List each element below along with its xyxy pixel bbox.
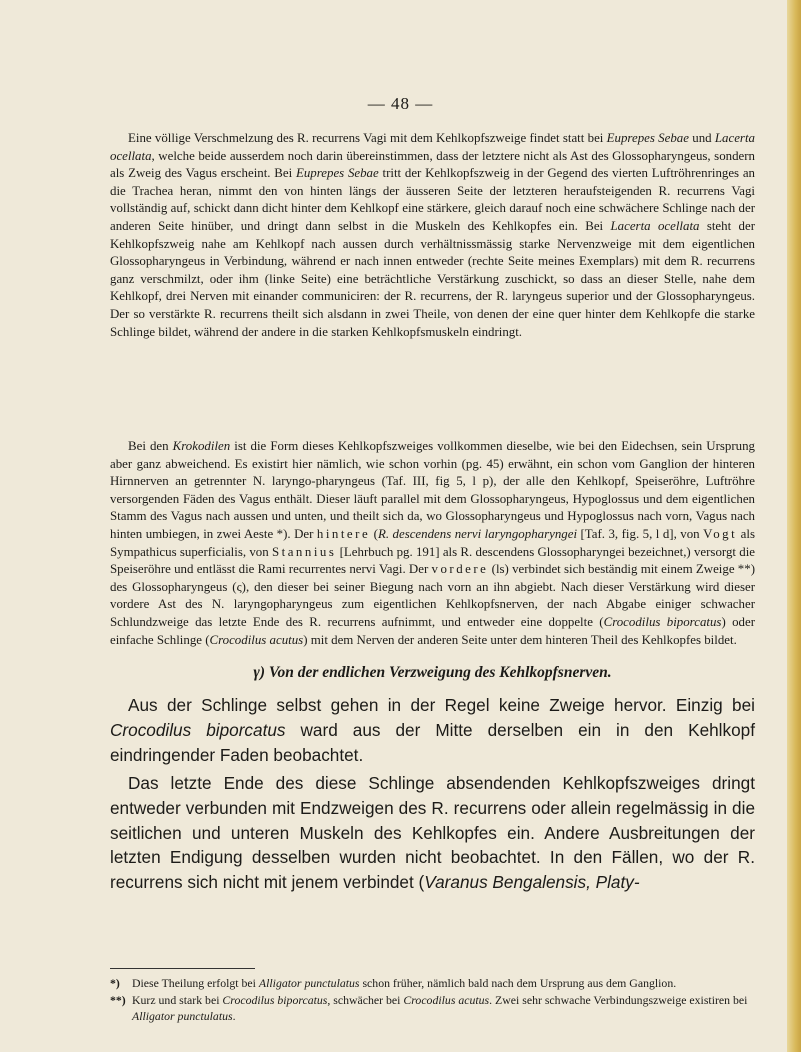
paragraph-krokodile [110,438,755,649]
species-name: Varanus Bengalensis, Platy- [424,872,640,893]
author-name: Vogt [703,526,738,541]
footnote-marker: **) [110,992,126,1007]
text-run: [Lehrbuch pg. 191] als R. descendens Glossopharyngei bezeichnet,) versorgt die Speiseröhre und entlässt die Rami recurrentes nervi Vagi. Der [110,544,755,577]
text-run: ( [370,526,378,541]
species-name: Crocodilus acutus [209,632,304,647]
text-run: . Zwei sehr schwache Verbindungszweige existiren bei [489,992,748,1007]
text-run: (ls) verbindet sich beständig mit einem Zweige **) des Glossopharyngeus (ς), den dieser bei seiner Biegung nach vorn an ihn abgiebt. Nach dieser Verstärkung wird dieser vordere Ast des N. laryngopharyngeus zum eigentlichen Kehlkopfsnerven, der nach Abgabe einiger schwacher Schlundzweige das letzte Ende des R. recurrens aufnimmt, und entweder eine doppelte ( [110,562,755,629]
text-run: Diese Theilung erfolgt bei [132,976,259,990]
emphasis-spaced: vordere [431,562,489,577]
text-run: ward aus der Mitte derselben ein in den Kehlkopf eindringender Faden beobachtet. [110,719,755,765]
species-name: Alligator punctulatus [258,976,360,990]
text-run: [Taf. 3, fig. 5, l d], von [577,526,704,541]
species-name: Crocodilus biporcatus [222,992,328,1007]
text-run: , welche beide ausserdem noch darin übereinstimmen, dass der letztere nicht als Ast des Glossopharyngeus, sondern als Zweig des Vagus erscheint. Bei [110,148,755,181]
text-run: tritt der Kehlkopfszweig in der Gegend des vierten Luftröhrenringes an die Trachea heran, nimmt den von hinten längs der äusseren Seite der letzteren heraufsteigenden R. recurrens Vagi vollständig auf, schickt dann dicht hinter dem Kehlkopf eine stärkere, gleich darauf noch eine schwächere Schlinge nach der anderen Seite hinüber, und dringt dann selbst in die Muskeln des Kehlkopfes ein. Bei [110,166,756,233]
text-run: , schwächer bei [327,992,404,1007]
page-number: — 48 — [367,94,434,113]
text-run: steht der Kehlkopfszweig nahe am Kehlkopf nach aussen durch verhältnissmässig starke Nervenzweige mit dem eigentlichen Glossopharyngeus in Verbindung, während er nach innen entweder (rechte Seite meines Exemplars) mit dem R. recurrens ganz verschmilzt, oder ihm (linke Seite) eine beträchtliche Verstärkung zuschickt, so dass an dieser Stelle, nahe dem Kehlkopf, drei Nerven mit einander communiciren: der R. recurrens, der R. laryngeus superior und der Glossopharyngeus. Der so verstärkte R. recurrens theilt sich alsdann in zwei Theile, von denen der eine quer hinter dem Kehlkopfe die starke Schlinge bildet, während der andere in die starken Kehlkopfsmuskeln eindringt. [110,218,755,339]
species-name: Alligator punctulatus [132,1009,233,1023]
nerve-name: R. descendens nervi laryngopharyngei [377,526,578,541]
taxon-name: Krokodilen [172,439,231,453]
footnote-marker: *) [110,976,120,990]
species-name: Lacerta ocellata [610,218,700,233]
species-name: Euprepes Sebae [295,166,379,181]
text-run: . [232,1009,236,1023]
text-run: ) mit dem Nerven der anderen Seite unter dem hinteren Theil des Kehlkopfes bildet. [303,632,737,647]
footnote-1 [110,975,755,992]
species-name: Crocodilus biporcatus [110,719,286,740]
text-run: Das letzte Ende des diese Schlinge absendenden Kehlkopfszweiges dringt entweder verbunden mit Endzweigen des R. recurrens oder allein regelmässig in die seitlichen und unteren Muskeln des Kehlkopfes ein. Andere Ausbreitungen der letzten Endigung desselben wurden nicht beobachtet. In den Fällen, wo der R. recurrens sich nicht mit jenem verbindet ( [110,773,755,893]
species-name: Crocodilus acutus [403,992,490,1007]
footnote-divider [110,968,255,969]
author-name: Stannius [271,544,337,559]
text-run: ) oder einfache Schlinge ( [110,614,755,647]
text-run: Bei den [128,439,173,453]
paragraph-euprepes-lacerta [110,130,755,341]
paragraph-schlinge [110,693,755,767]
species-name: Lacerta ocellata [110,131,755,163]
emphasis-spaced: hintere [316,526,371,541]
text-run: schon früher, nämlich bald nach dem Ursprung aus dem Ganglion. [359,976,677,990]
text-run: Aus der Schlinge selbst gehen in der Regel keine Zweige hervor. Einzig bei [128,695,755,715]
text-run: ist die Form dieses Kehlkopfszweiges vollkommen dieselbe, wie bei den Eidechsen, sein Ursprung aber ganz abweichend. Es existirt hier nämlich, wie schon vorhin (pg. 45) erwähnt, ein schon vom Ganglion der hinteren Hirnnerven an getrennter N. laryngo-pharyngeus (Taf. III, fig 5, l p), der alle den Kehlkopf, Speiseröhre, Luftröhre versorgenden Fäden des Vagus enthält. Dieser läuft parallel mit dem Glossopharyngeus, Hypoglossus und dem eigentlichen Stamm des Vagus nach aussen und unten, und theilt sich da, wo Glossopharyngeus und Hypoglossus nach vorn, Vagus nach hinten umbiegen, in zwei Aeste *). Der [110,439,755,541]
paragraph-letztes-ende [110,771,755,895]
text-run: als Sympathicus superficialis, von [110,526,755,559]
text-run: Kurz und stark bei [132,992,223,1007]
species-name: Euprepes Sebae [606,131,689,145]
page-edge [787,0,801,1052]
footnote-2 [110,992,755,1025]
text-run: Eine völlige Verschmelzung des R. recurrens Vagi mit dem Kehlkopfszweige findet statt bei [128,131,607,145]
footnotes [110,975,755,1025]
text-run: und [688,131,715,145]
section-heading: γ) Von der endlichen Verzweigung des Kehlkopfsnerven. [253,664,612,681]
species-name: Crocodilus biporcatus [603,614,722,629]
